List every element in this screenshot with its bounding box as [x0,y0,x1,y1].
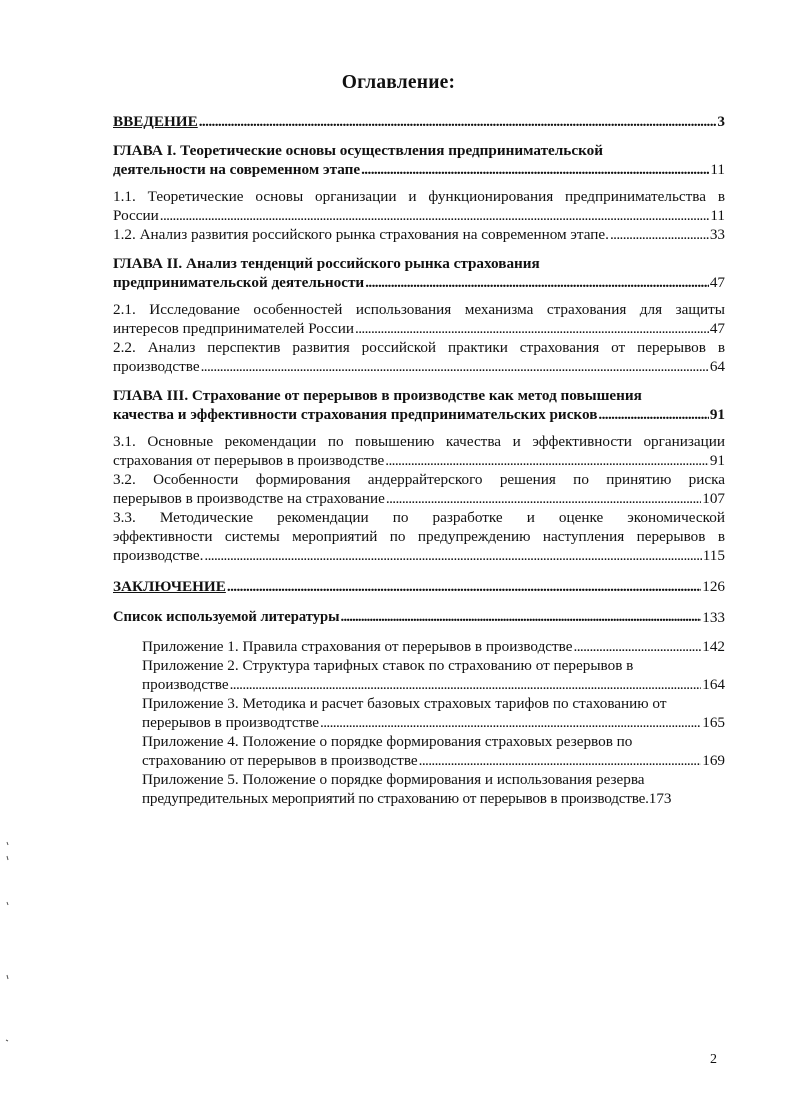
leader-dots [574,637,702,656]
toc-entry-text: производстве. [113,547,204,564]
toc-entry-text: ГЛАВА I. Теоретические основы осуществления предпринимательской [113,142,603,159]
toc-entry-text: интересов предпринимателей России [113,320,354,337]
toc-entry-appendix-4[interactable] [142,732,725,770]
toc-page-number: 115 [702,547,725,564]
toc-page-number: 33 [709,226,725,243]
leader-dots [341,608,702,627]
toc-entry-text: ГЛАВА III. Страхование от перерывов в производстве как метод повышения [113,387,642,404]
toc-entry-section-2-2[interactable] [113,338,725,376]
toc-entry-text: производстве [142,676,229,693]
scan-speck [6,1040,8,1041]
toc-entry-text: 1.2. Анализ развития российского рынка страхования на современном этапе. [113,226,609,243]
toc-entry-text: эффективности системы мероприятий по предупреждению наступления перерывов в [113,528,725,545]
toc-entry-section-1-1[interactable] [113,187,725,225]
toc-entry-text: 3.3. Методические рекомендации по разработке и оценке экономической [113,509,725,526]
toc-title: Оглавление: [341,72,456,93]
toc-entry-text: предпринимательской деятельности [113,274,365,291]
toc-page-number: 64 [709,358,725,375]
leader-dots [610,225,709,244]
toc-entry-text: 1.1. Теоретические основы организации и функционирования предпринимательства в [113,188,725,205]
leader-dots [355,319,709,338]
scan-speck [7,902,8,905]
toc-entry-conclusion[interactable] [113,577,725,596]
leader-dots [419,751,702,770]
toc-entry-text: ВВЕДЕНИЕ [113,113,198,130]
leader-dots [365,273,709,292]
toc-entry-appendix-5[interactable] [142,770,725,808]
toc-entry-section-3-3[interactable] [113,508,725,565]
toc-entry-text: страхования от перерывов в производстве [113,452,385,469]
toc-entry-chapter-2[interactable] [113,254,725,292]
toc-entry-text: страхованию от перерывов в производстве [142,752,418,769]
toc-entry-section-2-1[interactable] [113,300,725,338]
toc-entry-text: 2.1. Исследование особенностей использования механизма страхования для защиты [113,301,725,318]
leader-dots [361,160,709,179]
toc-entry-text: перерывов в производтстве [142,714,320,731]
leader-dots [230,675,702,694]
toc-entry-text: предупредительных мероприятий по страхованию от перерывов в производстве. [142,790,649,807]
leader-dots [227,577,701,596]
toc-entry-appendix-2[interactable] [142,656,725,694]
toc-entry-text: ГЛАВА II. Анализ тенденций российского рынка страхования [113,255,540,272]
toc-entry-text: качества и эффективности страхования предпринимательских рисков [113,406,598,423]
leader-dots [598,405,708,424]
toc-entry-text: производстве [113,358,200,375]
toc-entry-bibliography[interactable] [113,608,725,627]
toc-entry-text: 3.2. Особенности формирования андеррайтерского решения по принятию риска [113,471,725,488]
toc-page-number: 3 [717,113,725,130]
toc-page-number: 165 [702,714,725,731]
toc-page-number: 11 [710,161,725,178]
toc-page-number: 91 [709,452,725,469]
toc-entry-chapter-1[interactable] [113,141,725,179]
toc-page-number: 173 [648,790,672,807]
toc-entry-text: деятельности на современном этапе [113,161,361,178]
page-number: 2 [710,1052,717,1067]
toc-entry-text: перерывов в производстве на страхование [113,490,385,507]
toc-entry-chapter-3[interactable] [113,386,725,424]
toc-entry-text: Приложение 4. Положение о порядке формирования страховых резервов по [142,733,633,750]
toc-entry-section-3-1[interactable] [113,432,725,470]
toc-page-number: 164 [702,676,725,693]
leader-dots [204,546,701,565]
scan-speck [7,975,8,979]
table-of-contents [113,112,725,808]
leader-dots [160,206,710,225]
toc-page-number: 133 [702,609,725,626]
toc-entry-text: Приложение 5. Положение о порядке формирования и использования резерва [142,771,645,788]
toc-entry-section-1-2[interactable] [113,225,725,244]
toc-entry-appendix-1[interactable] [142,637,725,656]
toc-entry-text: России [113,207,159,224]
toc-entry-text: 3.1. Основные рекомендации по повышению качества и эффективности организации [113,433,725,450]
toc-entry-appendix-3[interactable] [142,694,725,732]
leader-dots [199,112,717,131]
toc-page-number: 169 [702,752,725,769]
toc-page-number: 47 [709,274,725,291]
toc-entry-text: 2.2. Анализ перспектив развития российской практики страхования от перерывов в [113,339,725,356]
leader-dots [320,713,701,732]
toc-entry-text: Приложение 1. Правила страхования от перерывов в производстве [142,638,573,655]
toc-page-number: 107 [702,490,725,507]
toc-entry-section-3-2[interactable] [113,470,725,508]
scan-speck [7,842,8,845]
toc-page-number: 91 [709,406,725,423]
leader-dots [386,489,701,508]
leader-dots [201,357,709,376]
toc-entry-text: Приложение 3. Методика и расчет базовых страховых тарифов по стахованию от [142,695,667,712]
toc-entry-introduction[interactable] [113,112,725,131]
leader-dots [385,451,709,470]
toc-page-number: 142 [702,638,725,655]
toc-page-number: 126 [702,578,725,595]
toc-entry-text: ЗАКЛЮЧЕНИЕ [113,578,226,595]
toc-page-number: 47 [709,320,725,337]
toc-page-number: 11 [710,207,725,224]
toc-entry-text: Приложение 2. Структура тарифных ставок по страхованию от перерывов в [142,657,634,674]
toc-entry-text: Список используемой литературы [113,609,340,625]
scan-specks [0,0,20,1105]
scan-speck [7,856,8,860]
